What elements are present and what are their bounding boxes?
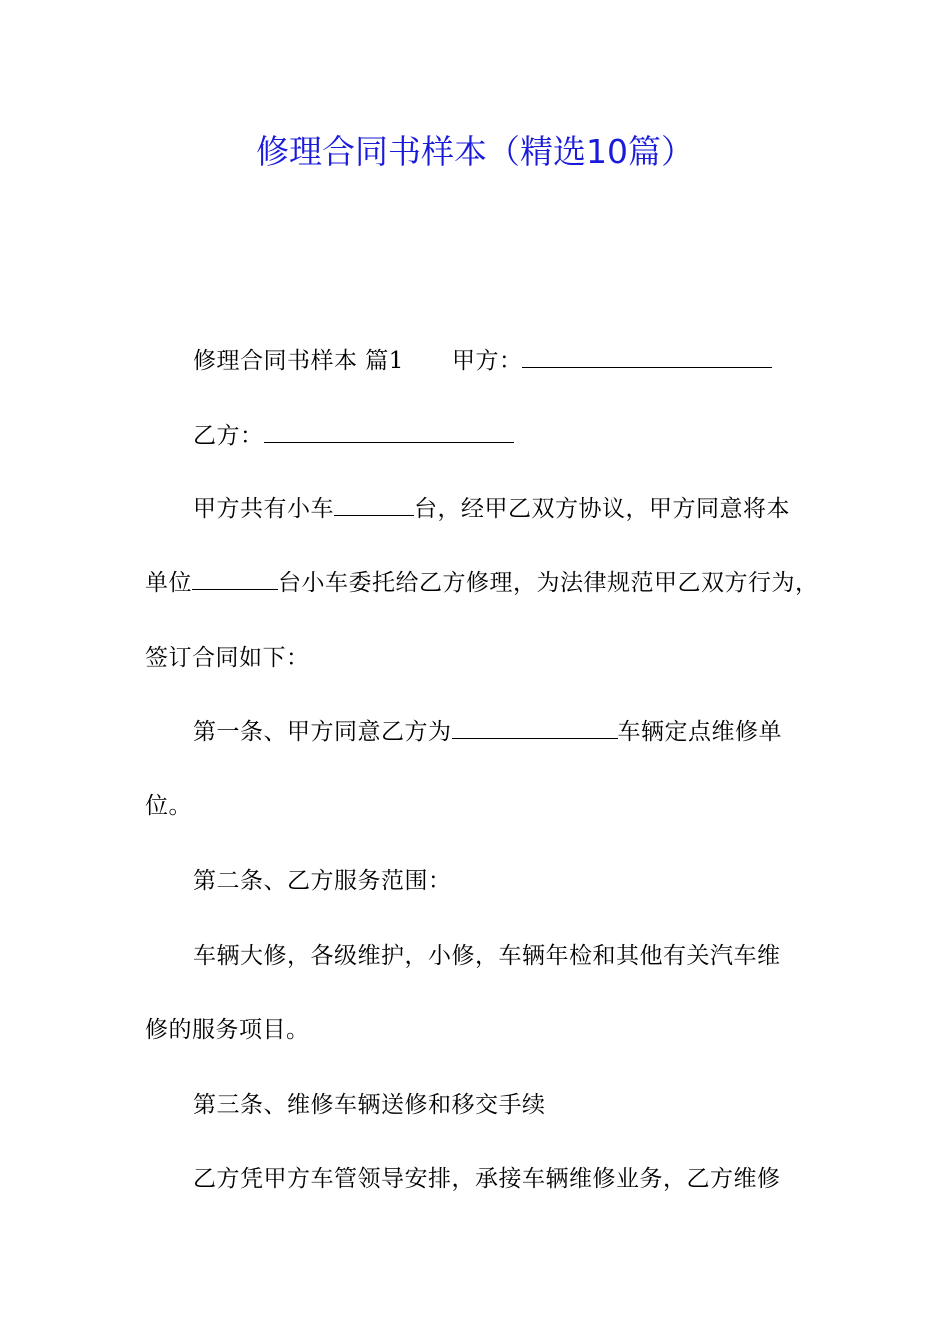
party-b-label: 乙方： [193,423,264,449]
paragraph-line [145,642,310,674]
paragraph-text: 乙方凭甲方车管领导安排，承接车辆维修业务，乙方维修 [193,1166,781,1192]
article-text: 第三条、维修车辆送修和移交手续 [193,1092,546,1118]
heading-line [193,345,772,377]
paragraph-line [145,567,819,599]
paragraph-text: 台小车委托给乙方修理，为法律规范甲乙双方行为， [278,570,819,596]
party-b-line [193,420,514,452]
paragraph-text: 车辆大修，各级维护，小修，车辆年检和其他有关汽车维 [193,943,781,969]
article-text: 第二条、乙方服务范围： [193,868,452,894]
party-a-label: 甲方： [451,348,523,374]
paragraph-text: 台，经甲乙双方协议，甲方同意将本 [414,496,790,522]
paragraph-text: 单位 [145,570,192,596]
car-count-blank [334,493,414,516]
paragraph-text: 签订合同如下： [145,645,310,671]
article-three-line [193,1089,546,1121]
section-heading: 修理合同书样本 篇1 [193,348,404,374]
paragraph-line [145,790,192,822]
unit-count-blank [192,567,278,590]
document-title: 修理合同书样本（精选10篇） [256,132,694,171]
party-a-blank [522,345,772,368]
paragraph-line [193,493,790,525]
article-text: 第一条、甲方同意乙方为 [193,719,452,745]
paragraph-text: 甲方共有小车 [193,496,334,522]
article-text: 车辆定点维修单 [617,719,782,745]
party-b-blank [264,420,514,443]
paragraph-line [193,940,781,972]
repair-unit-blank [452,716,618,739]
paragraph-line [193,1163,781,1195]
article-one-line [193,716,782,748]
paragraph-text: 位。 [145,793,192,819]
article-two-line [193,865,452,897]
paragraph-line [145,1014,310,1046]
paragraph-text: 修的服务项目。 [145,1017,310,1043]
